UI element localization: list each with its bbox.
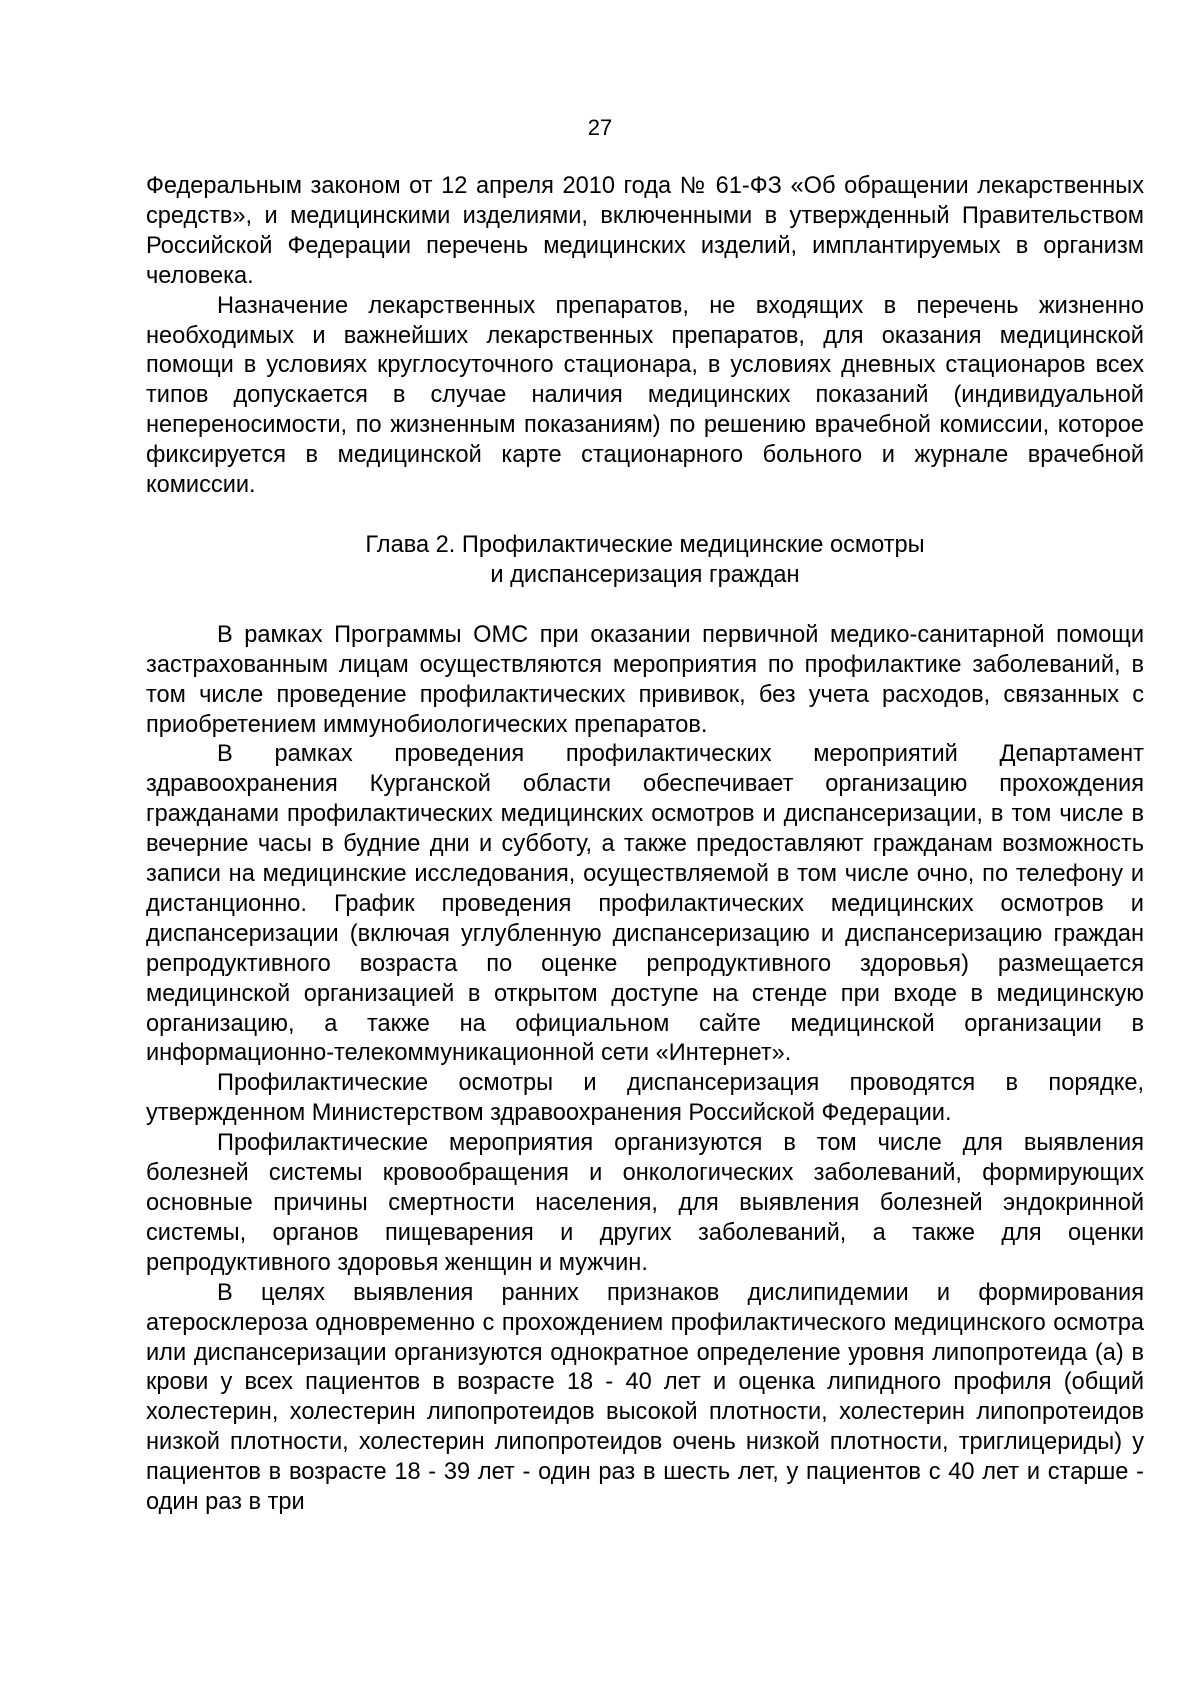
- paragraph: Профилактические мероприятия организуются в том числе для выявления болезней системы кровообращения и онкологических заболеваний, формирующих основные причины смертности населения, для выявления болезней эндокринной системы, органов пищеварения и других заболеваний, а также для оценки репродуктивного здоровья женщин и мужчин.: [146, 1130, 1144, 1276]
- paragraph: В рамках Программы ОМС при оказании первичной медико-санитарной помощи застрахованным лицам осуществляются мероприятия по профилактике заболеваний, в том числе проведение профилактических прививок, без учета расходов, связанных с приобретением иммунобиологических препаратов.: [146, 621, 1144, 738]
- paragraph: Назначение лекарственных препаратов, не входящих в перечень жизненно необходимых и важнейших лекарственных препаратов, для оказания медицинской помощи в условиях круглосуточного стационара, в условиях дневных стационаров всех типов допускается в случае наличия медицинских показаний (индивидуальной непереносимости, по жизненным показаниям) по решению врачебной комиссии, которое фиксируется в медицинской карте стационарного больного и журнале врачебной комиссии.: [146, 292, 1144, 499]
- chapter-title-line-2: и диспансеризация граждан: [490, 561, 800, 588]
- paragraph-continued: Федеральным законом от 12 апреля 2010 года № 61-ФЗ «Об обращении лекарственных средств», и медицинскими изделиями, включенными в утвержденный Правительством Российской Федерации перечень медицинских изделий, имплантируемых в организм человека.: [146, 173, 1144, 289]
- page-number: 27: [587, 115, 613, 140]
- chapter-title-line-1: Глава 2. Профилактические медицинские осмотры: [365, 531, 925, 558]
- paragraph: Профилактические осмотры и диспансеризация проводятся в порядке, утвержденном Министерством здравоохранения Российской Федерации.: [146, 1070, 1144, 1127]
- document-body: [146, 172, 1144, 1518]
- paragraph: В целях выявления ранних признаков дислипидемии и формирования атеросклероза одновременно с прохождением профилактического медицинского осмотра или диспансеризации организуются однократное определение уровня липопротеида (а) в крови у всех пациентов в возрасте 18 - 40 лет и оценка липидного профиля (общий холестерин, холестерин липопротеидов высокой плотности, холестерин липопротеидов низкой плотности, холестерин липопротеидов очень низкой плотности, триглицериды) у пациентов в возрасте 18 - 39 лет - один раз в шесть лет, у пациентов с 40 лет и старше - один раз в три: [146, 1279, 1144, 1516]
- chapter-heading: [146, 531, 1144, 591]
- paragraph: В рамках проведения профилактических мероприятий Департамент здравоохранения Курганской области обеспечивает организацию прохождения гражданами профилактических медицинских осмотров и диспансеризации, в том числе в вечерние часы в будние дни и субботу, а также предоставляют гражданам возможность записи на медицинские исследования, осуществляемой в том числе очно, по телефону и дистанционно. График проведения профилактических медицинских осмотров и диспансеризации (включая углубленную диспансеризацию и диспансеризацию граждан репродуктивного возраста по оценке репродуктивного здоровья) размещается медицинской организацией в открытом доступе на стенде при входе в медицинскую организацию, а также на официальном сайте медицинской организации в информационно-телекоммуникационной сети «Интернет».: [146, 741, 1144, 1067]
